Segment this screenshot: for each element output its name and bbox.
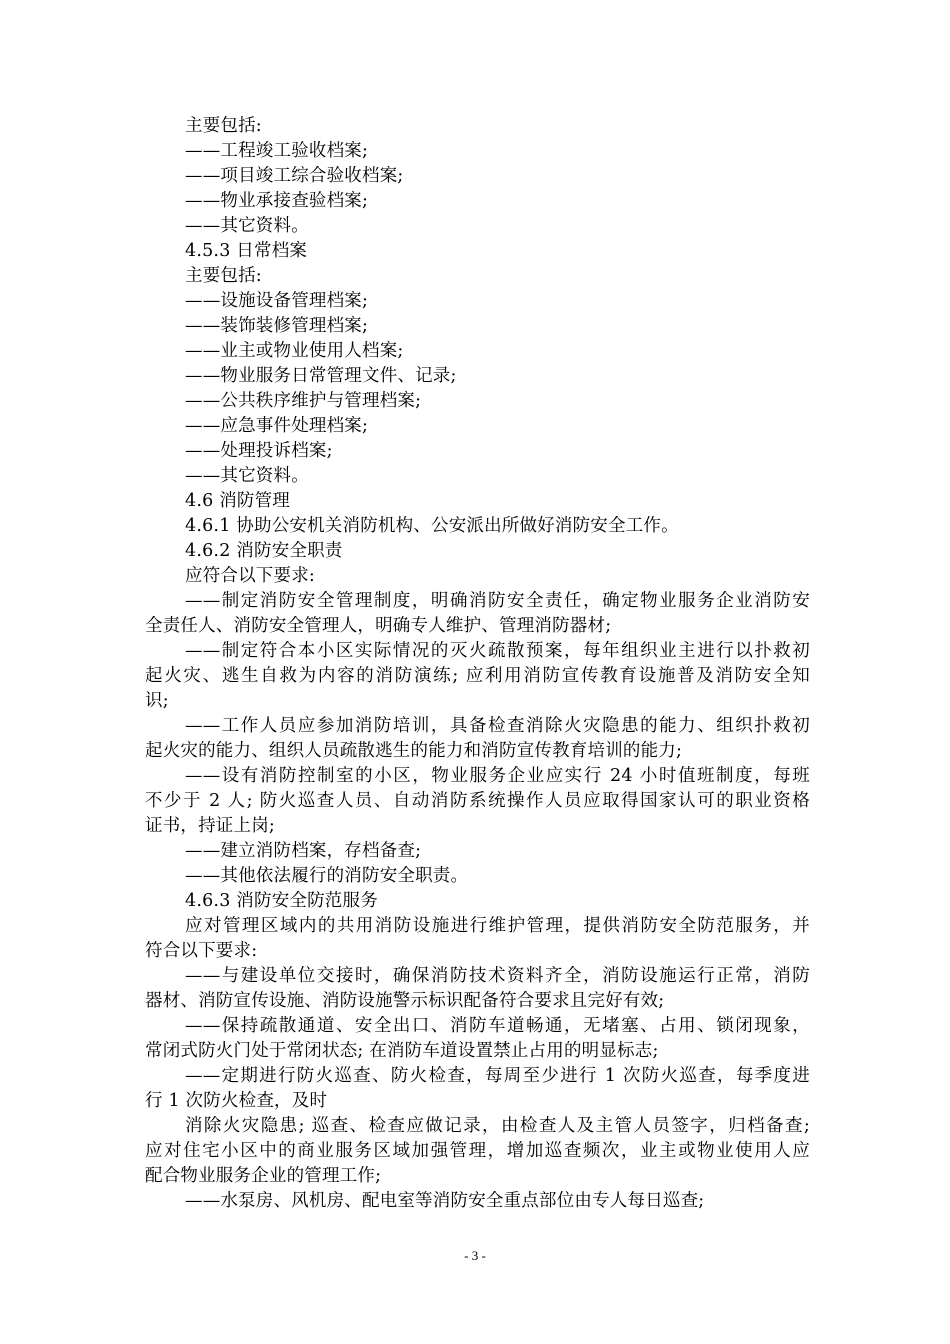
text-line: ——其它资料。 [185,466,309,486]
text-line: ——制定消防安全管理制度，明确消防安全责任，确定物业服务企业消防安 [185,591,810,611]
text-line: ——工作人员应参加消防培训，具备检查消除火灾隐患的能力、组织扑救初 [185,716,810,736]
text-line: 主要包括: [185,266,262,286]
text-line: 起火灾、逃生自救为内容的消防演练; 应利用消防宣传教育设施普及消防安全知 [145,666,810,686]
page-number: - 3 - [464,1248,486,1263]
text-line: ——公共秩序维护与管理档案; [185,391,422,411]
text-line: ——物业承接查验档案; [185,191,369,211]
text-line: 4.6.1 协助公安机关消防机构、公安派出所做好消防安全工作。 [185,516,679,536]
text-line: 消除火灾隐患; 巡查、检查应做记录，由检查人及主管人员签字，归档备查; [185,1116,810,1136]
text-line: 应符合以下要求: [185,566,315,586]
text-line: ——保持疏散通道、安全出口、消防车道畅通，无堵塞、占用、锁闭现象， [185,1016,810,1036]
text-line: 4.6.2 消防安全职责 [185,541,343,561]
document-body [145,114,810,1214]
text-line: ——建立消防档案，存档备查; [185,841,422,861]
text-line: 4.5.3 日常档案 [185,241,308,261]
text-line: 不少于 2 人; 防火巡查人员、自动消防系统操作人员应取得国家认可的职业资格 [145,791,810,811]
text-line: 应对管理区域内的共用消防设施进行维护管理，提供消防安全防范服务，并 [185,916,810,936]
text-line: ——项目竣工综合验收档案; [185,166,404,186]
text-line: ——设施设备管理档案; [185,291,369,311]
text-line: ——定期进行防火巡查、防火检查，每周至少进行 1 次防火巡查，每季度进 [185,1066,810,1086]
text-line: ——工程竣工验收档案; [185,141,369,161]
text-line: ——业主或物业使用人档案; [185,341,404,361]
text-line: 应对住宅小区中的商业服务区域加强管理，增加巡查频次，业主或物业使用人应 [145,1141,810,1161]
text-line: ——装饰装修管理档案; [185,316,369,336]
text-line: 配合物业服务企业的管理工作; [145,1166,382,1186]
text-line: 器材、消防宣传设施、消防设施警示标识配备符合要求且完好有效; [145,991,665,1011]
text-line: ——物业服务日常管理文件、记录; [185,366,457,386]
text-line: 证书，持证上岗; [145,816,275,836]
text-line: ——水泵房、风机房、配电室等消防安全重点部位由专人每日巡查; [185,1191,705,1211]
text-line: ——与建设单位交接时，确保消防技术资料齐全，消防设施运行正常，消防 [185,966,810,986]
text-line: 符合以下要求: [145,941,258,961]
text-line: 识; [145,691,169,711]
text-line: 常闭式防火门处于常闭状态; 在消防车道设置禁止占用的明显标志; [145,1041,659,1061]
text-line: 行 1 次防火检查，及时 [145,1091,328,1111]
text-line: ——其他依法履行的消防安全职责。 [185,866,469,886]
text-line: 全责任人、消防安全管理人，明确专人维护、管理消防器材; [145,616,612,636]
text-line: ——设有消防控制室的小区，物业服务企业应实行 24 小时值班制度，每班 [185,766,810,786]
text-line: ——制定符合本小区实际情况的灭火疏散预案，每年组织业主进行以扑救初 [185,641,810,661]
text-line: 4.6.3 消防安全防范服务 [185,891,378,911]
text-line: ——处理投诉档案; [185,441,333,461]
text-line: 主要包括: [185,116,262,136]
text-line: 起火灾的能力、组织人员疏散逃生的能力和消防宣传教育培训的能力; [145,741,683,761]
text-line: 4.6 消防管理 [185,491,290,511]
text-line: ——其它资料。 [185,216,309,236]
text-line: ——应急事件处理档案; [185,416,369,436]
